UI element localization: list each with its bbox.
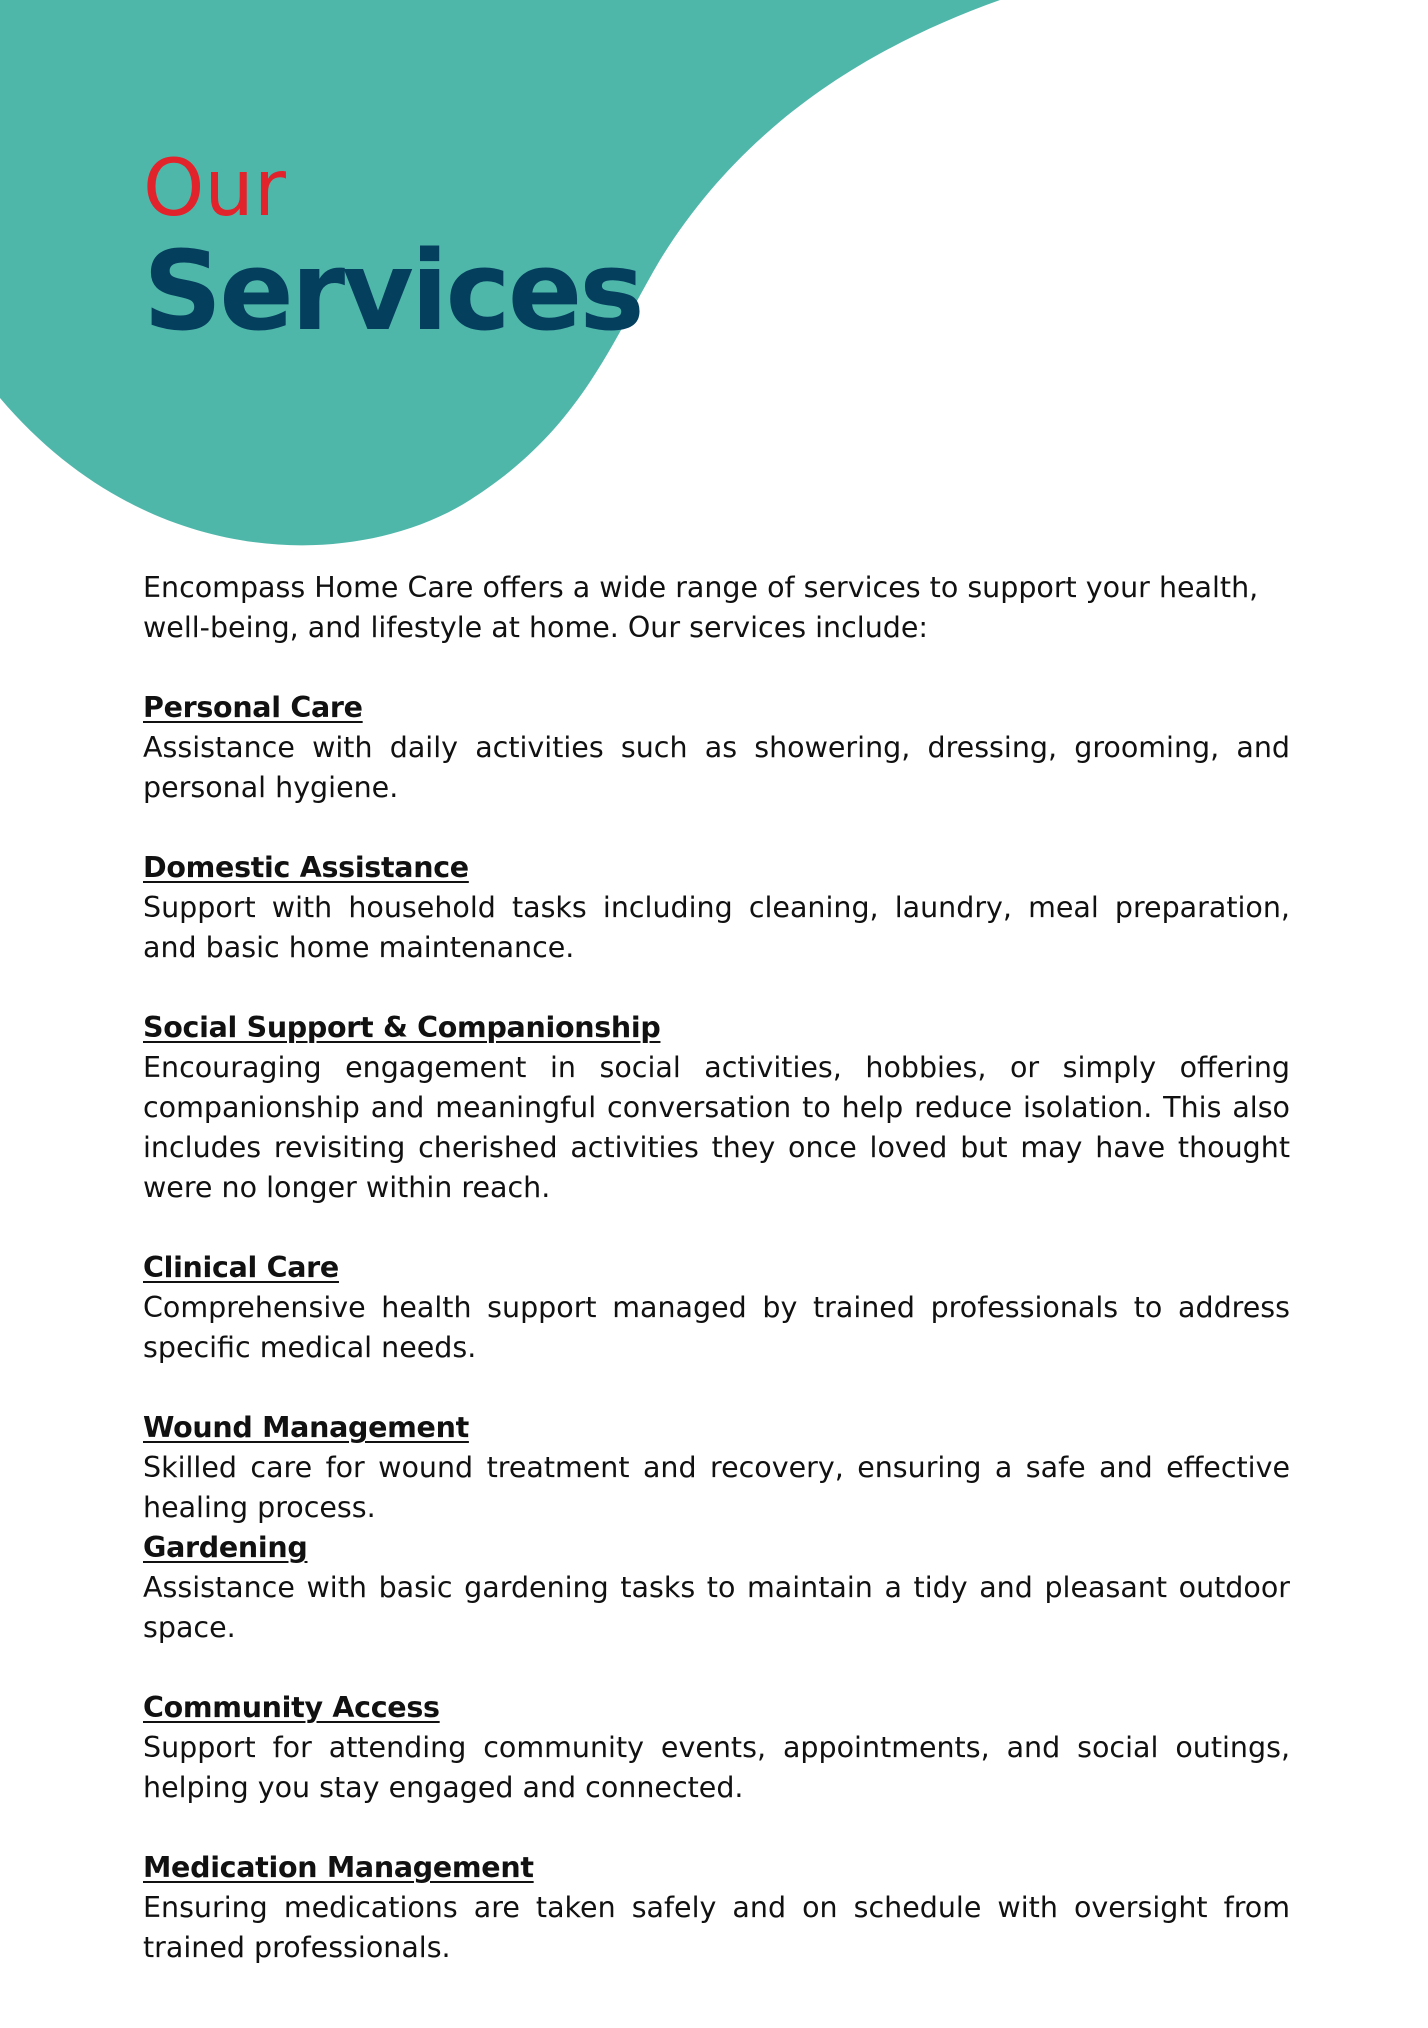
service-title: Domestic Assistance [143, 851, 469, 884]
service-title: Social Support & Companionship [143, 1011, 661, 1044]
service-description: Skilled care for wound treatment and recovery, ensuring a safe and effective healing process. [143, 1451, 1290, 1524]
service-community-access [143, 1688, 1290, 1808]
service-description: Support with household tasks including cleaning, laundry, meal preparation, and basic home maintenance. [143, 891, 1290, 964]
service-description: Encouraging engagement in social activities, hobbies, or simply offering companionship and meaningful conversation to help reduce isolation. This also includes revisiting cherished activities they once loved but may have thought were no longer within reach. [143, 1051, 1290, 1204]
service-title: Medication Management [143, 1851, 534, 1884]
service-description: Assistance with daily activities such as showering, dressing, grooming, and personal hygiene. [143, 731, 1290, 804]
service-description: Assistance with basic gardening tasks to maintain a tidy and pleasant outdoor space. [143, 1571, 1290, 1644]
service-title: Clinical Care [143, 1251, 339, 1284]
service-title: Community Access [143, 1691, 440, 1724]
service-wound-management [143, 1408, 1290, 1528]
service-title: Personal Care [143, 691, 363, 724]
heading-services: Services [143, 227, 642, 355]
intro-paragraph: Encompass Home Care offers a wide range of services to support your health, well-being, and lifestyle at home. Our services include: [143, 571, 1259, 644]
service-title: Gardening [143, 1531, 308, 1564]
service-description: Support for attending community events, appointments, and social outings, helping you stay engaged and connected. [143, 1731, 1290, 1804]
service-social-support [143, 1008, 1290, 1208]
service-title: Wound Management [143, 1411, 469, 1444]
service-description: Ensuring medications are taken safely and on schedule with oversight from trained professionals. [143, 1891, 1290, 1964]
service-description: Comprehensive health support managed by trained professionals to address specific medical needs. [143, 1291, 1290, 1364]
service-medication-management [143, 1848, 1290, 1968]
service-gardening [143, 1528, 1290, 1648]
heading-our: Our [143, 144, 286, 234]
services-content [143, 568, 1290, 2008]
service-domestic-assistance [143, 848, 1290, 968]
service-clinical-care [143, 1248, 1290, 1368]
service-personal-care [143, 688, 1290, 808]
page-heading [143, 144, 642, 355]
